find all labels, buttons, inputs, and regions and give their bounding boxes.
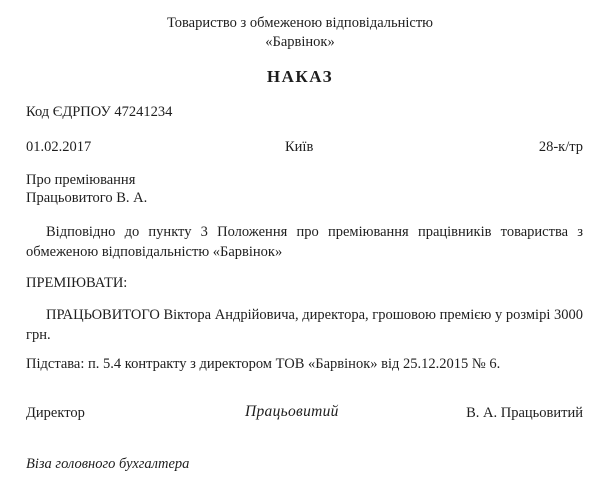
signature-name: В. А. Працьовитий bbox=[466, 405, 583, 421]
order-number: 28-к/тр bbox=[538, 139, 583, 155]
basis-line: Підстава: п. 5.4 контракту з директором ТОВ «Барвінок» від 25.12.2015 № 6. bbox=[26, 356, 501, 372]
order-text-paragraph: ПРАЦЬОВИТОГО Віктора Андрійовича, директора, грошовою премією у розмірі 3000 грн. bbox=[26, 307, 583, 343]
company-name-line2: «Барвінок» bbox=[265, 34, 335, 50]
chief-accountant-visa: Віза головного бухгалтера bbox=[26, 456, 190, 472]
subject-line1: Про преміювання bbox=[26, 172, 136, 188]
preamble-paragraph: Відповідно до пункту 3 Положення про преміювання працівників товариства з обмеженою відповідальністю «Барвінок» bbox=[26, 224, 583, 260]
edrpou-code: Код ЄДРПОУ 47241234 bbox=[26, 104, 173, 120]
order-directive: ПРЕМІЮВАТИ: bbox=[26, 275, 128, 291]
subject-line2: Працьовитого В. А. bbox=[26, 190, 148, 206]
order-city: Київ bbox=[285, 139, 314, 155]
company-name-line1: Товариство з обмеженою відповідальністю bbox=[166, 15, 433, 31]
document-title: НАКАЗ bbox=[266, 67, 334, 86]
handwritten-signature: Працьовитий bbox=[245, 403, 339, 420]
signature-position: Директор bbox=[26, 405, 85, 421]
order-date: 01.02.2017 bbox=[26, 139, 92, 155]
